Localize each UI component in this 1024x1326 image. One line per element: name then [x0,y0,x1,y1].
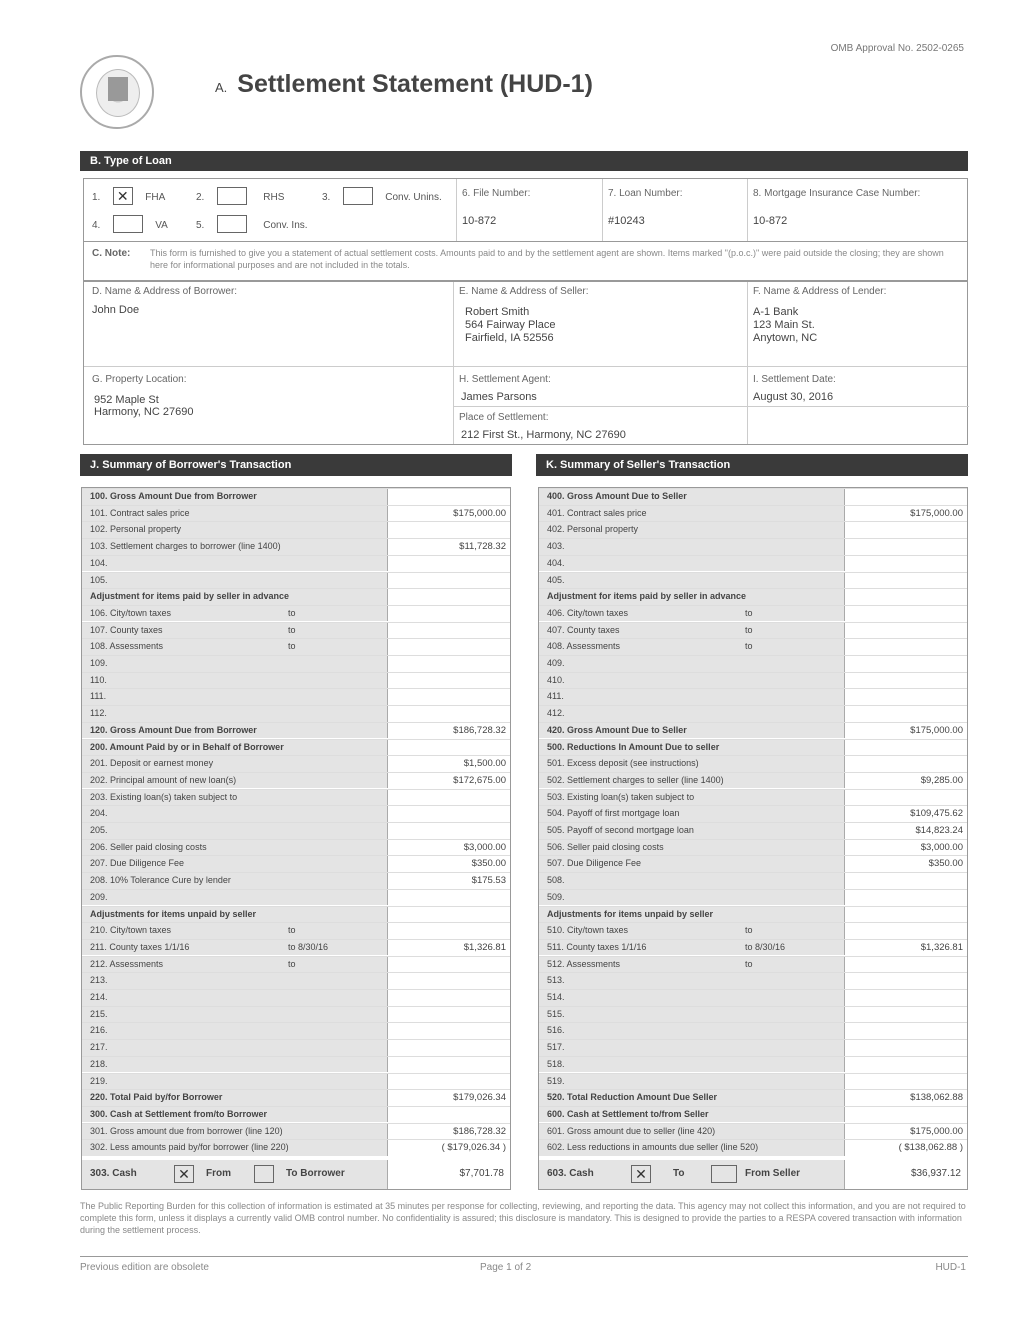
seller-summary-row [539,972,967,989]
borrower-label: D. Name & Address of Borrower: [92,286,238,297]
borrower-summary-row [82,772,510,789]
checkbox-conv-ins[interactable] [217,215,247,233]
seller-summary-row [539,622,967,639]
seller-summary-row-description: 513. [539,973,845,989]
agent-value: James Parsons [461,391,537,403]
borrower-summary-row-period: to [288,958,296,969]
borrower-to-checkbox[interactable] [254,1165,274,1183]
borrower-summary-row-amount: $1,326.81 [463,941,506,953]
borrower-summary-row [82,839,510,856]
seller-summary-row-description: 403. [539,539,845,555]
seller-summary-row-description: 506. Seller paid closing costs [539,840,845,856]
seller-summary-row-description: 404. [539,556,845,572]
seller-summary-row-description: 500. Reductions In Amount Due to seller [539,740,845,756]
seller-summary-row [539,688,967,705]
note-label: C. Note: [92,248,131,259]
borrower-cash-label: 303. Cash [90,1168,137,1179]
seller-summary-row-description: 409. [539,656,845,672]
seller-summary-row-description: 518. [539,1057,845,1073]
seller-summary-row [539,889,967,906]
seller-summary-row [539,772,967,789]
seller-line-2: 564 Fairway Place [465,319,556,331]
borrower-summary-row-description: 109. [82,656,388,672]
seller-summary-row [539,1006,967,1023]
borrower-summary-row-period: to [288,641,296,652]
seller-summary-row [539,672,967,689]
borrower-summary-row-amount: $175.53 [471,875,506,887]
borrower-summary-row-description: 101. Contract sales price [82,506,388,522]
seller-summary-row [539,722,967,739]
borrower-summary-row [82,1022,510,1039]
seller-summary-row [539,505,967,522]
borrower-summary-row [82,655,510,672]
borrower-summary-row [82,1039,510,1056]
borrower-summary-row-period: to 8/30/16 [288,941,329,952]
seller-summary-row-description: 402. Personal property [539,522,845,538]
borrower-summary-row [82,572,510,589]
checkbox-va[interactable] [113,215,143,233]
borrower-summary-row [82,805,510,822]
seller-summary-row [539,939,967,956]
seller-summary-row-description: 420. Gross Amount Due to Seller [539,723,845,739]
borrower-summary-row-description: 204. [82,806,388,822]
seller-summary-row [539,1056,967,1073]
mic-value: 10-872 [753,215,788,227]
seller-summary-row-description: 510. City/town taxes [539,923,845,939]
borrower-summary-row-description: 209. [82,890,388,906]
seller-summary-row [539,1106,967,1123]
borrower-summary-row [82,555,510,572]
parties-box [83,281,968,445]
borrower-summary-row-description: 217. [82,1040,388,1056]
seller-summary-row-description: 411. [539,689,845,705]
seller-summary-row [539,755,967,772]
seller-summary-row-description: 601. Gross amount due to seller (line 420) [539,1124,845,1140]
seller-summary-row-amount: $175,000.00 [910,1125,963,1137]
seller-label: E. Name & Address of Seller: [459,286,589,297]
borrower-summary-row-description: 214. [82,990,388,1006]
borrower-summary-row [82,605,510,622]
footer-left: Previous edition are obsolete [80,1262,209,1273]
seller-summary-row [539,1139,967,1156]
borrower-summary-row-description: 120. Gross Amount Due from Borrower [82,723,388,739]
borrower-summary-row [82,1139,510,1156]
seller-summary-row [539,1123,967,1140]
loan-type-3[interactable]: 3. Conv. Unins. [322,187,442,205]
borrower-summary-row-description: 301. Gross amount due from borrower (line 120) [82,1124,388,1140]
seller-summary-row-amount: $9,285.00 [920,774,963,786]
seller-summary-row-description: 511. County taxes 1/1/16 [539,940,845,956]
section-b-bar: B. Type of Loan [80,151,968,171]
borrower-summary-row-description: 206. Seller paid closing costs [82,840,388,856]
borrower-summary-row [82,822,510,839]
borrower-summary-row [82,872,510,889]
borrower-summary-row-period: to [288,925,296,936]
lender-line-3: Anytown, NC [753,332,818,344]
seller-summary-row-description: Adjustments for items unpaid by seller [539,907,845,923]
seller-summary-row [539,521,967,538]
seller-summary-row-description: 407. County taxes [539,623,845,639]
seller-from-checkbox[interactable] [711,1165,737,1183]
seller-summary-row-period: to 8/30/16 [745,941,786,952]
borrower-summary-row-description: 300. Cash at Settlement from/to Borrower [82,1107,388,1123]
borrower-summary-row-description: 211. County taxes 1/1/16 [82,940,388,956]
seller-summary-row-period: to [745,641,753,652]
seller-summary-row [539,1022,967,1039]
seller-cash-row [538,1160,968,1190]
borrower-summary-row-description: 208. 10% Tolerance Cure by lender [82,873,388,889]
seller-summary-row [539,989,967,1006]
seller-summary-row-amount: $3,000.00 [920,841,963,853]
seller-summary-row-description: 512. Assessments [539,957,845,973]
agent-label: H. Settlement Agent: [459,374,551,385]
seller-line-1: Robert Smith [465,306,530,318]
seller-summary-row-description: 602. Less reductions in amounts due seller (line 520) [539,1140,845,1156]
seller-summary-row [539,906,967,923]
borrower-summary-row-description: 203. Existing loan(s) taken subject to [82,790,388,806]
seller-summary-row-description: 502. Settlement charges to seller (line 1400) [539,773,845,789]
seller-line-3: Fairfield, IA 52556 [465,332,554,344]
date-label: I. Settlement Date: [753,374,836,385]
borrower-summary-row-amount: $179,026.34 [453,1092,506,1104]
seller-summary-row [539,538,967,555]
seller-summary-row-description: Adjustment for items paid by seller in advance [539,589,845,605]
note-box [83,241,968,281]
borrower-summary-row [82,939,510,956]
seller-summary-row [539,555,967,572]
seller-summary-row [539,789,967,806]
borrower-summary-row-period: to [288,607,296,618]
borrower-summary-row-description: 207. Due Diligence Fee [82,856,388,872]
seller-summary-row [539,956,967,973]
borrower-summary-row-period: to [288,624,296,635]
seller-summary-row-amount: $1,326.81 [920,941,963,953]
title-text: Settlement Statement (HUD-1) [237,70,593,98]
borrower-summary-row-description: Adjustment for items paid by seller in advance [82,589,388,605]
seller-summary-row [539,822,967,839]
seller-summary-row [539,705,967,722]
loan-type-box [83,178,968,242]
borrower-summary-row-amount: $3,000.00 [463,841,506,853]
burden-statement: The Public Reporting Burden for this collection of information is estimated at 35 minutes per response for collecting, reviewing, and reporting the data. This agency may not collect this information, and you are not required to complete this form, unless it displays a currently valid OMB control number. No confidentiality is assured; this disclosure is mandatory. This is designed to provide the parties to a RESPA covered transaction with information during the settlement process. [80,1201,966,1235]
borrower-summary-row-description: 103. Settlement charges to borrower (line 1400) [82,539,388,555]
borrower-summary-bar: J. Summary of Borrower's Transaction [80,454,512,476]
borrower-summary-row-description: 216. [82,1023,388,1039]
borrower-summary-row [82,705,510,722]
seller-summary-row-description: 507. Due Diligence Fee [539,856,845,872]
borrower-summary-row [82,488,510,505]
borrower-summary-row-description: 201. Deposit or earnest money [82,756,388,772]
seller-summary-row-description: 600. Cash at Settlement to/from Seller [539,1107,845,1123]
borrower-summary-row-description: Adjustments for items unpaid by seller [82,907,388,923]
seller-summary-row-description: 412. [539,706,845,722]
seller-summary-row [539,805,967,822]
seller-summary-row-amount: ( $138,062.88 ) [898,1142,963,1154]
seller-summary-row [539,839,967,856]
borrower-summary-row [82,789,510,806]
seller-summary-row-description: 501. Excess deposit (see instructions) [539,756,845,772]
borrower-summary-row-description: 102. Personal property [82,522,388,538]
borrower-summary-row [82,956,510,973]
seller-summary-row-period: to [745,607,753,618]
borrower-summary-row [82,972,510,989]
property-line-2: Harmony, NC 27690 [94,406,194,418]
borrower-summary-row [82,672,510,689]
borrower-from-checkbox[interactable]: ✕ [174,1165,194,1183]
borrower-summary-row-description: 210. City/town taxes [82,923,388,939]
lender-line-1: A-1 Bank [753,306,799,318]
seller-summary-row-description: 509. [539,890,845,906]
checkbox-conv-unins[interactable] [343,187,373,205]
borrower-summary-row-description: 105. [82,573,388,589]
seller-summary-row-period: to [745,958,753,969]
date-value: August 30, 2016 [753,391,834,403]
borrower-summary-row [82,722,510,739]
seller-summary-row-amount: $175,000.00 [910,507,963,519]
seller-summary-row-description: 408. Assessments [539,639,845,655]
loan-type-4[interactable]: 4. VA [92,215,168,233]
borrower-summary-row [82,989,510,1006]
loan-type-5[interactable]: 5. Conv. Ins. [196,215,308,233]
borrower-summary-row [82,1123,510,1140]
seller-to-label: To [673,1168,685,1179]
borrower-summary-row-description: 220. Total Paid by/for Borrower [82,1090,388,1106]
seller-summary-row [539,1039,967,1056]
seller-summary-row-description: 410. [539,673,845,689]
borrower-summary-row-description: 202. Principal amount of new loan(s) [82,773,388,789]
borrower-summary-row [82,1056,510,1073]
seller-summary-row-amount: $138,062.88 [910,1092,963,1104]
borrower-summary-row-description: 215. [82,1007,388,1023]
borrower-summary-row-amount: $186,728.32 [453,724,506,736]
borrower-summary-row-amount: ( $179,026.34 ) [441,1142,506,1154]
borrower-summary-row-description: 112. [82,706,388,722]
borrower-summary-row-amount: $350.00 [471,858,506,870]
borrower-summary-row-description: 107. County taxes [82,623,388,639]
seller-summary-row-description: 516. [539,1023,845,1039]
seller-summary-row-description: 508. [539,873,845,889]
borrower-summary-row-amount: $1,500.00 [463,758,506,770]
borrower-summary-row [82,1089,510,1106]
borrower-summary-row [82,889,510,906]
borrower-summary-row-description: 212. Assessments [82,957,388,973]
seller-summary-row-amount: $109,475.62 [910,808,963,820]
seller-summary-table [538,487,968,1190]
footer-page: Page 1 of 2 [480,1262,532,1273]
borrower-summary-row [82,688,510,705]
seller-summary-row-description: 405. [539,573,845,589]
borrower-summary-row [82,855,510,872]
borrower-summary-row-description: 200. Amount Paid by or in Behalf of Borrower [82,740,388,756]
borrower-from-label: From [206,1168,231,1179]
seller-summary-row-description: 406. City/town taxes [539,606,845,622]
note-text: This form is furnished to give you a statement of actual settlement costs. Amounts paid to and by the settlement agent are shown. Items marked "(p.o.c.)" were paid outside the closing; they are shown here for informational purposes and are not included in the totals. [150,248,944,270]
seller-summary-row-description: 504. Payoff of first mortgage loan [539,806,845,822]
seller-summary-row-period: to [745,925,753,936]
page-title [215,70,593,99]
mic-label: 8. Mortgage Insurance Case Number: [753,188,921,199]
footer-form-id: HUD-1 [935,1262,966,1273]
borrower-summary-row [82,538,510,555]
borrower-summary-row [82,505,510,522]
borrower-summary-row [82,906,510,923]
seller-summary-row [539,572,967,589]
file-number-value: 10-872 [462,215,497,227]
borrower-summary-row-description: 100. Gross Amount Due from Borrower [82,489,388,505]
borrower-summary-row-description: 104. [82,556,388,572]
seller-summary-row [539,1073,967,1090]
borrower-summary-row-description: 302. Less amounts paid by/for borrower (line 220) [82,1140,388,1156]
loan-number-label: 7. Loan Number: [608,188,683,199]
borrower-summary-row-amount: $11,728.32 [459,541,506,553]
borrower-summary-row [82,922,510,939]
seller-summary-row-amount: $175,000.00 [910,724,963,736]
seller-summary-row [539,922,967,939]
seller-summary-row-description: 517. [539,1040,845,1056]
borrower-to-label: To Borrower [286,1168,345,1179]
borrower-summary-row-description: 219. [82,1074,388,1090]
borrower-summary-row [82,1006,510,1023]
borrower-cash-amount: $7,701.78 [459,1168,504,1179]
seller-summary-row [539,588,967,605]
borrower-summary-row-amount: $186,728.32 [453,1125,506,1137]
borrower-summary-row-description: 205. [82,823,388,839]
seller-summary-row [539,605,967,622]
omb-number: OMB Approval No. 2502-0265 [830,43,964,54]
seller-summary-row [539,1089,967,1106]
borrower-summary-row-amount: $175,000.00 [453,507,506,519]
seller-summary-row-description: 400. Gross Amount Due to Seller [539,489,845,505]
seller-cash-label: 603. Cash [547,1168,594,1179]
place-value: 212 First St., Harmony, NC 27690 [461,429,626,441]
seller-summary-row [539,638,967,655]
seller-cash-amount: $36,937.12 [910,1168,961,1179]
seller-summary-row-description: 401. Contract sales price [539,506,845,522]
lender-label: F. Name & Address of Lender: [753,286,887,297]
borrower-summary-row [82,755,510,772]
borrower-summary-row [82,1106,510,1123]
title-letter: A. [215,80,228,95]
seller-summary-row-amount: $350.00 [928,858,963,870]
borrower-summary-row-description: 111. [82,689,388,705]
seller-summary-row [539,655,967,672]
seller-summary-row-description: 514. [539,990,845,1006]
seller-summary-row [539,872,967,889]
seller-summary-row-description: 515. [539,1007,845,1023]
seller-summary-row [539,739,967,756]
seller-from-label: From Seller [745,1168,801,1179]
borrower-summary-row [82,622,510,639]
borrower-summary-row-description: 106. City/town taxes [82,606,388,622]
lender-line-2: 123 Main St. [753,319,815,331]
borrower-summary-row [82,638,510,655]
borrower-summary-row [82,739,510,756]
borrower-summary-row [82,521,510,538]
seller-summary-row-period: to [745,624,753,635]
checkbox-fha[interactable]: ✕ [113,187,133,205]
borrower-summary-row [82,588,510,605]
borrower-summary-row [82,1073,510,1090]
place-label: Place of Settlement: [459,412,549,423]
borrower-cash-row [81,1160,511,1190]
file-number-label: 6. File Number: [462,188,531,199]
borrower-name: John Doe [92,304,140,316]
property-label: G. Property Location: [92,374,187,385]
seller-summary-row [539,488,967,505]
checkbox-rhs[interactable] [217,187,247,205]
seller-summary-row-description: 505. Payoff of second mortgage loan [539,823,845,839]
loan-type-1[interactable]: 1. ✕ FHA [92,188,166,204]
seller-to-checkbox[interactable]: ✕ [631,1165,651,1183]
seller-summary-row-description: 520. Total Reduction Amount Due Seller [539,1090,845,1106]
seller-summary-row-description: 519. [539,1074,845,1090]
borrower-summary-row-amount: $172,675.00 [453,774,506,786]
seller-summary-row-amount: $14,823.24 [915,825,963,836]
borrower-summary-row-description: 213. [82,973,388,989]
borrower-summary-row-description: 110. [82,673,388,689]
seller-summary-bar: K. Summary of Seller's Transaction [536,454,968,476]
seller-summary-row [539,855,967,872]
hud-seal-logo [80,55,154,129]
loan-type-2[interactable]: 2. RHS [196,187,284,205]
borrower-summary-row-description: 218. [82,1057,388,1073]
seller-summary-row-description: 503. Existing loan(s) taken subject to [539,790,845,806]
property-line-1: 952 Maple St [94,394,159,406]
loan-number-value: #10243 [608,215,645,227]
borrower-summary-row-description: 108. Assessments [82,639,388,655]
borrower-summary-table [81,487,511,1190]
